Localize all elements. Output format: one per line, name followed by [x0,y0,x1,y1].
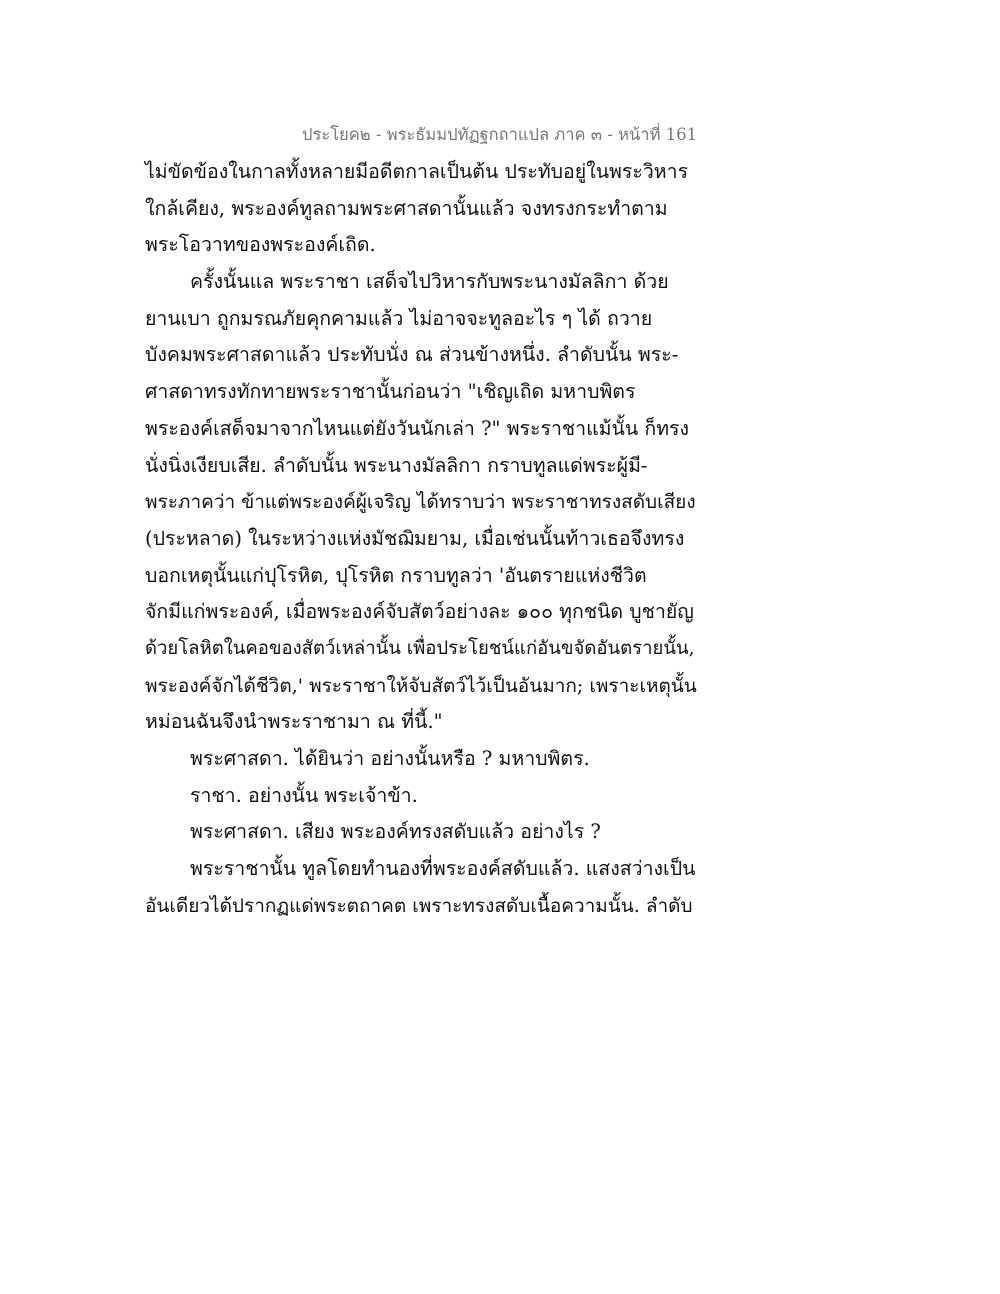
text-line: หม่อนฉันจึงนำพระราชามา ณ ที่นี้." [145,710,443,734]
text-line: ใกล้เคียง, พระองค์ทูลถามพระศาสดานั้นแล้ว จงทรงกระทำตาม [145,196,668,220]
text-line: บอกเหตุนั้นแก่ปุโรหิต, ปุโรหิต กราบทูลว่า 'อันตรายแห่งชีวิต [145,563,647,587]
text-line: พระองค์จักได้ชีวิต,' พระราชาให้จับสัตว์ไว้เป็นอันมาก; เพราะเหตุนั้น [145,674,697,697]
text-line: จักมีแก่พระองค์, เมื่อพระองค์จับสัตว์อย่างละ ๑๐๐ ทุกชนิด บูชายัญ [145,600,694,624]
text-line: พระราชานั้น ทูลโดยทำนองที่พระองค์สดับแล้ว. แสงสว่างเป็น [190,857,696,881]
text-line: ด้วยโลหิตในคอของสัตว์เหล่านั้น เพื่อประโยชน์แก่อันขจัดอันตรายนั้น, [145,637,695,659]
text-line: (ประหลาด) ในระหว่างแห่งมัชฌิมยาม, เมื่อเช่นนั้นท้าวเธอจึงทรง [145,526,685,550]
text-line: อันเดียวได้ปรากฏแด่พระตถาคต เพราะทรงสดับเนื้อความนั้น. ลำดับ [145,894,693,917]
text-line: ยานเบา ถูกมรณภัยคุกคามแล้ว ไม่อาจจะทูลอะไร ๆ ได้ ถวาย [145,306,653,330]
text-line: นั่งนิ่งเงียบเสีย. ลำดับนั้น พระนางมัลลิกา กราบทูลแด่พระผู้มี- [145,453,648,477]
text-line: ไม่ขัดข้องในกาลทั้งหลายมีอดีตกาลเป็นต้น ประทับอยู่ในพระวิหาร [145,160,689,183]
text-line: ศาสดาทรงทักทายพระราชานั้นก่อนว่า "เชิญเถิด มหาบพิตร [145,380,636,404]
text-line: ครั้งนั้นแล พระราชา เสด็จไปวิหารกับพระนางมัลลิกา ด้วย [190,270,669,294]
text-line: พระองค์เสด็จมาจากไหนแต่ยังวันนักเล่า ?" พระราชาแม้นั้น ก็ทรง [145,416,690,440]
text-line: พระศาสดา. ได้ยินว่า อย่างนั้นหรือ ? มหาบพิตร. [190,747,590,770]
text-line: บังคมพระศาสดาแล้ว ประทับนั่ง ณ ส่วนข้างหนึ่ง. ลำดับนั้น พระ- [145,343,679,367]
body-text [145,154,705,924]
text-line: ราชา. อย่างนั้น พระเจ้าข้า. [190,783,418,807]
text-line: พระศาสดา. เสียง พระองค์ทรงสดับแล้ว อย่างไร ? [190,820,601,844]
text-line: พระโอวาทของพระองค์เถิด. [145,233,376,257]
page-header: ประโยค๒ - พระธัมมปทัฏฐกถาแปล ภาค ๓ - หน้าที่ 161 [302,125,698,144]
text-line: พระภาคว่า ข้าแต่พระองค์ผู้เจริญ ได้ทราบว่า พระราชาทรงสดับเสียง [145,491,696,514]
